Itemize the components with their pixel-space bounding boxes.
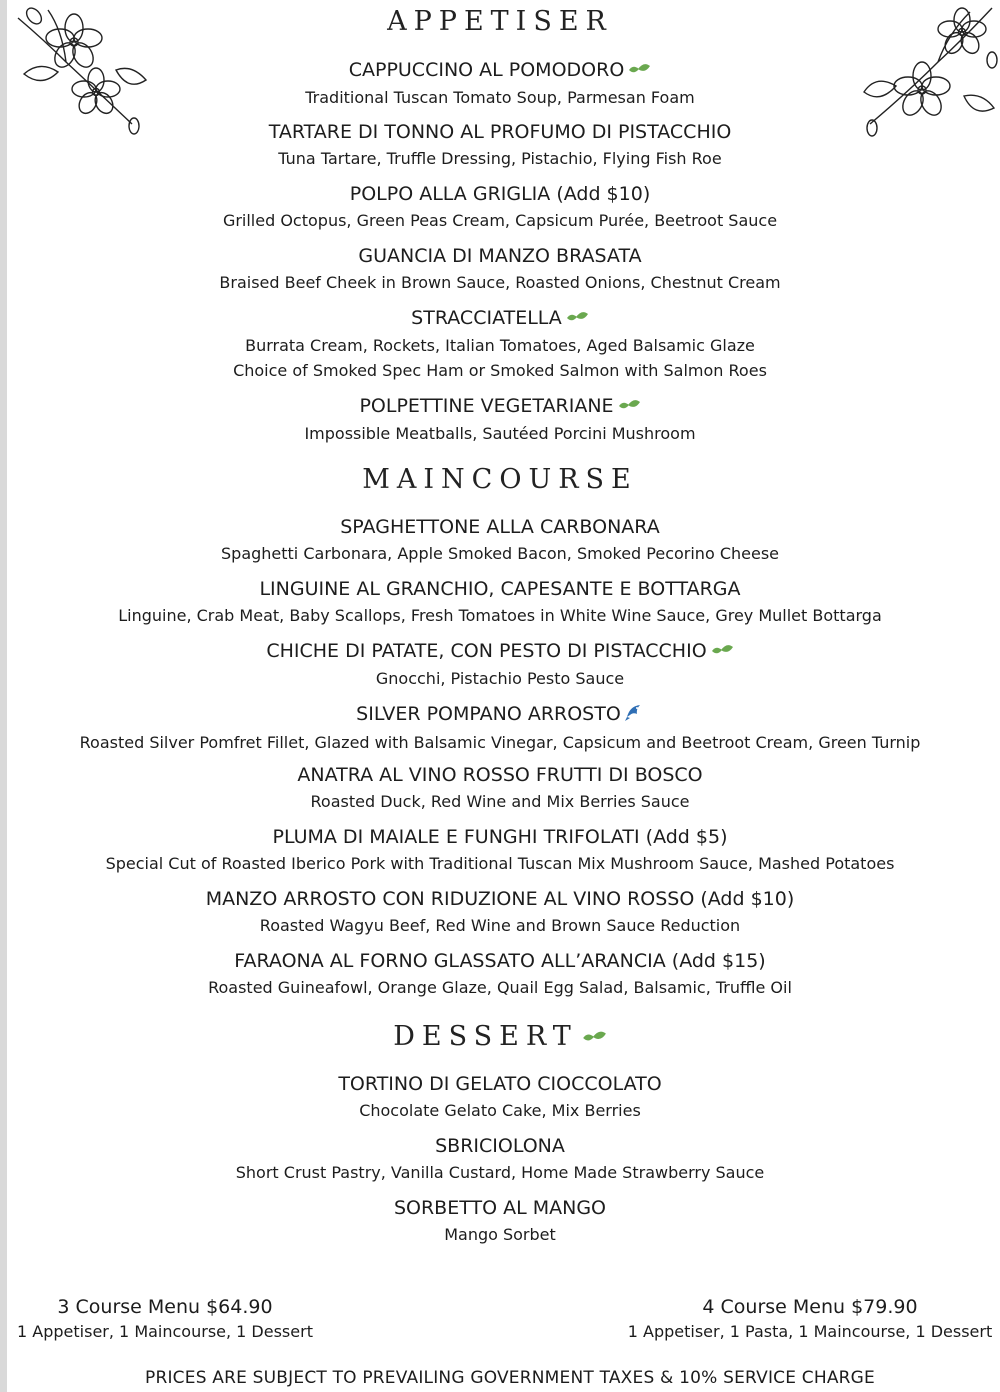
item-name: STRACCIATELLA — [411, 307, 562, 329]
vegetarian-leaf-icon — [581, 1022, 607, 1053]
menu-item — [0, 764, 1000, 814]
vegetarian-leaf-icon — [565, 308, 589, 330]
menu-item — [0, 1197, 1000, 1247]
menu-item — [0, 826, 1000, 876]
course-detail: 1 Appetiser, 1 Pasta, 1 Maincourse, 1 Dessert — [627, 1322, 993, 1341]
vegetarian-leaf-icon — [627, 60, 651, 82]
menu-item — [0, 578, 1000, 628]
item-description: Gnocchi, Pistachio Pesto Sauce — [375, 668, 625, 688]
item-description: Mango Sorbet — [444, 1225, 556, 1244]
section-title-maincourse: MAINCOURSE — [362, 464, 638, 495]
course-title: 3 Course Menu $64.90 — [57, 1296, 273, 1318]
menu-item — [0, 640, 1000, 691]
item-name: SORBETTO AL MANGO — [393, 1197, 607, 1219]
menu-item — [0, 516, 1000, 566]
item-name: TORTINO DI GELATO CIOCCOLATO — [338, 1073, 662, 1095]
menu-item — [0, 245, 1000, 295]
menu-item — [0, 950, 1000, 1000]
item-name: TARTARE DI TONNO AL PROFUMO DI PISTACCHIO — [268, 121, 732, 143]
item-description: Burrata Cream, Rockets, Italian Tomatoes, Aged Balsamic Glaze — [245, 335, 755, 355]
item-name: GUANCIA DI MANZO BRASATA — [358, 245, 642, 267]
item-name: FARAONA AL FORNO GLASSATO ALL’ARANCIA (Add $15) — [234, 950, 766, 972]
menu-item — [0, 59, 1000, 110]
item-description: Traditional Tuscan Tomato Soup, Parmesan Foam — [305, 87, 695, 107]
item-name: PLUMA DI MAIALE E FUNGHI TRIFOLATI (Add $5) — [272, 826, 728, 848]
item-name: LINGUINE AL GRANCHIO, CAPESANTE E BOTTARGA — [259, 578, 741, 600]
section-title-appetiser: APPETISER — [387, 6, 613, 37]
menu-item — [0, 121, 1000, 171]
menu-item — [0, 1073, 1000, 1123]
item-description: Roasted Silver Pomfret Fillet, Glazed with Balsamic Vinegar, Capsicum and Beetroot Cream, Green Turnip — [79, 733, 921, 752]
item-name: CHICHE DI PATATE, CON PESTO DI PISTACCHIO — [266, 640, 707, 662]
item-description: Special Cut of Roasted Iberico Pork with Traditional Tuscan Mix Mushroom Sauce, Mashed Potatoes — [105, 854, 895, 873]
vegetarian-leaf-icon — [710, 641, 734, 663]
item-description: Roasted Wagyu Beef, Red Wine and Brown Sauce Reduction — [259, 916, 741, 935]
menu-item — [0, 1135, 1000, 1185]
menu-item — [0, 888, 1000, 938]
fish-icon — [624, 702, 644, 727]
item-name: POLPO ALLA GRIGLIA (Add $10) — [349, 183, 651, 205]
footer-tax-note: PRICES ARE SUBJECT TO PREVAILING GOVERNMENT TAXES & 10% SERVICE CHARGE — [145, 1368, 875, 1388]
item-name: MANZO ARROSTO CON RIDUZIONE AL VINO ROSSO (Add $10) — [205, 888, 795, 910]
item-name: SILVER POMPANO ARROSTO — [356, 703, 621, 725]
item-name: POLPETTINE VEGETARIANE — [359, 395, 614, 417]
vegetarian-leaf-icon — [617, 396, 641, 418]
item-name: ANATRA AL VINO ROSSO FRUTTI DI BOSCO — [297, 764, 703, 786]
item-description: Impossible Meatballs, Sautéed Porcini Mushroom — [304, 423, 696, 443]
item-description: Roasted Duck, Red Wine and Mix Berries Sauce — [310, 792, 690, 811]
item-description: Linguine, Crab Meat, Baby Scallops, Fresh Tomatoes in White Wine Sauce, Grey Mullet Bottarga — [118, 606, 882, 625]
item-name: SBRICIOLONA — [435, 1135, 565, 1157]
item-description: Chocolate Gelato Cake, Mix Berries — [359, 1101, 641, 1120]
item-description: Short Crust Pastry, Vanilla Custard, Home Made Strawberry Sauce — [235, 1163, 765, 1182]
menu-item — [0, 183, 1000, 233]
section-title-text: DESSERT — [393, 1021, 578, 1052]
menu-item — [0, 307, 1000, 383]
item-description: Braised Beef Cheek in Brown Sauce, Roasted Onions, Chestnut Cream — [219, 273, 781, 292]
item-name: SPAGHETTONE ALLA CARBONARA — [340, 516, 660, 538]
item-description: Choice of Smoked Spec Ham or Smoked Salmon with Salmon Roes — [233, 360, 767, 380]
menu-item — [0, 395, 1000, 446]
course-package-3 — [0, 1296, 330, 1342]
item-description: Grilled Octopus, Green Peas Cream, Capsicum Purée, Beetroot Sauce — [222, 211, 778, 230]
menu-item — [0, 702, 1000, 755]
course-detail: 1 Appetiser, 1 Maincourse, 1 Dessert — [17, 1322, 313, 1341]
section-title-dessert — [0, 1021, 1000, 1053]
course-package-4 — [620, 1296, 1000, 1342]
course-title: 4 Course Menu $79.90 — [702, 1296, 918, 1318]
item-description: Tuna Tartare, Truffle Dressing, Pistachio, Flying Fish Roe — [278, 149, 722, 168]
item-description: Spaghetti Carbonara, Apple Smoked Bacon, Smoked Pecorino Cheese — [221, 544, 779, 563]
item-description: Roasted Guineafowl, Orange Glaze, Quail Egg Salad, Balsamic, Truffle Oil — [208, 978, 792, 997]
item-name: CAPPUCCINO AL POMODORO — [348, 59, 625, 81]
